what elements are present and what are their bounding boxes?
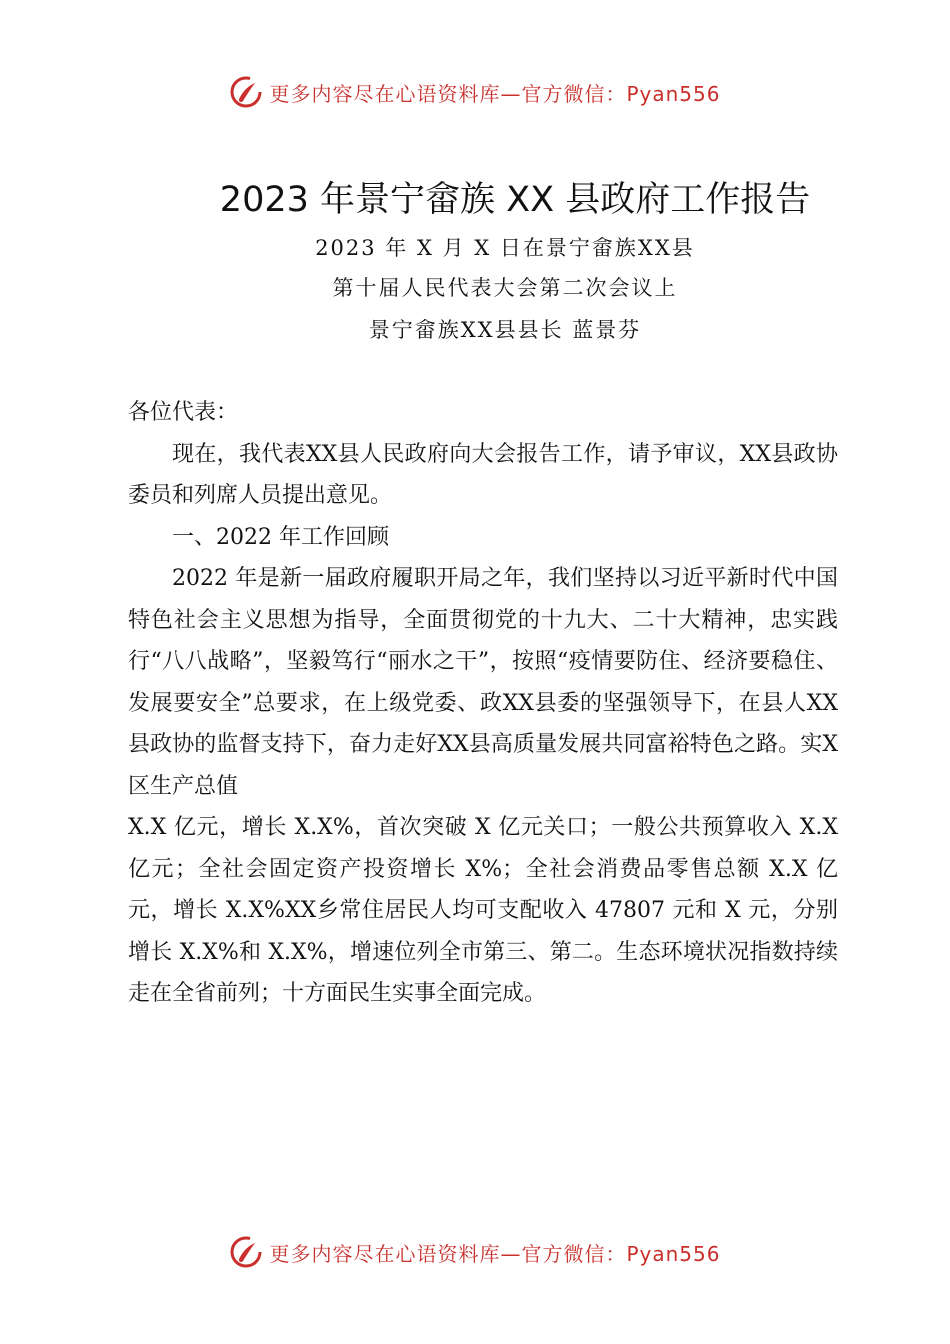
subtitle-speaker-line: 景宁畲族XX县县长 蓝景芬: [368, 318, 642, 342]
document-title: 2023 年景宁畲族 XX 县政府工作报告: [219, 180, 811, 220]
paragraph-review: 2022 年是新一届政府履职开局之年，我们坚持以习近平新时代中国特色社会主义思想为指导，全面贯彻党的十九大、二十大精神，忠实践行“八八战略”，坚毅笃行“丽水之干”，按照“疫情要防住、经济要稳住、发展要安全”总要求，在上级党委、政XX县委的坚强领导下，在县人XX县政协的监督支持下，奋力走好XX县高质量发展共同富裕特色之路。实X区生产总值: [128, 566, 838, 799]
subtitle-meeting-line: 第十届人民代表大会第二次会议上: [332, 276, 678, 300]
document-body: [128, 392, 838, 1015]
watermark-banner-top: [0, 72, 950, 112]
salutation: 各位代表：: [128, 400, 239, 425]
watermark-banner-bottom: [0, 1232, 950, 1272]
ink-brush-logo-icon: [229, 1235, 263, 1269]
paragraph-intro: 现在，我代表XX县人民政府向大会报告工作，请予审议，XX县政协委员和列席人员提出意见。: [128, 441, 838, 508]
subtitle-date-line: 2023 年 X 月 X 日在景宁畲族XX县: [315, 236, 695, 260]
watermark-text: 更多内容尽在心语资料库—官方微信：Pyan556: [269, 81, 721, 106]
paragraph-statistics: X.X 亿元，增长 X.X%，首次突破 X 亿元关口；一般公共预算收入 X.X 亿元；全社会固定资产投资增长 X%；全社会消费品零售总额 X.X 亿元，增长 X.X%XX乡常住居民人均可支配收入 47807 元和 X 元，分别增长 X.X%和 X.X%，增速位列全市第三、第二。生态环境状况指数持续走在全省前列；十方面民生实事全面完成。: [128, 815, 838, 1006]
section-heading: 一、2022 年工作回顾: [172, 524, 389, 550]
ink-brush-logo-icon: [229, 75, 263, 109]
watermark-text: 更多内容尽在心语资料库—官方微信：Pyan556: [269, 1241, 721, 1266]
